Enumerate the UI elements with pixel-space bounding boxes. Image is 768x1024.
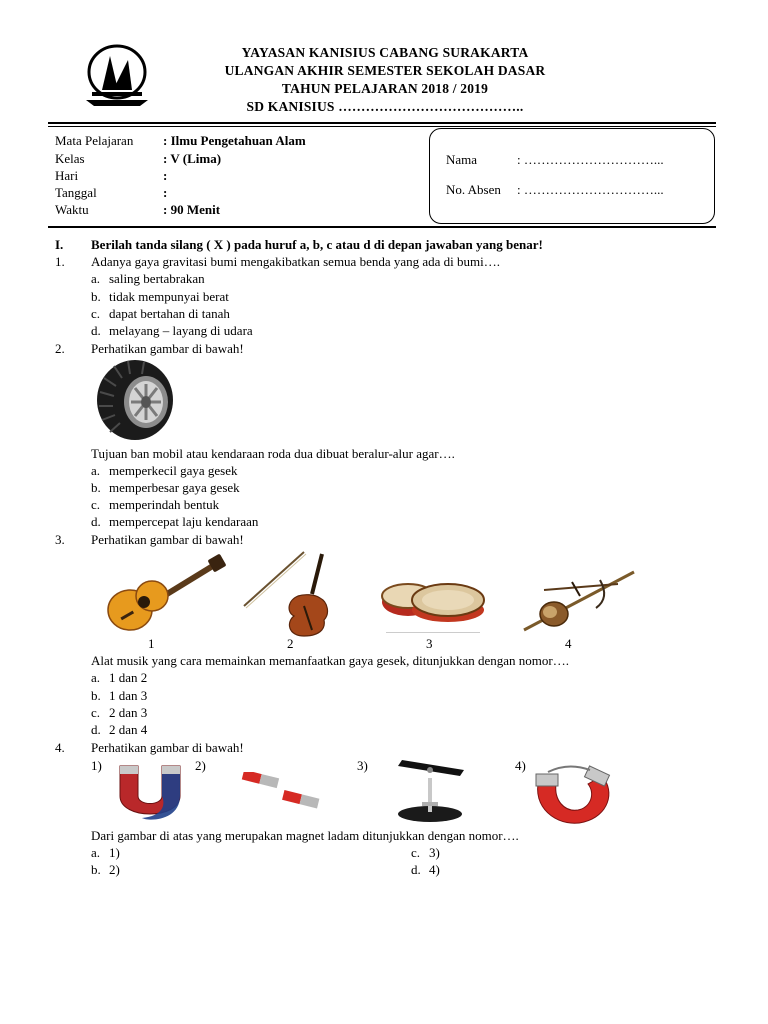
student-identity-box bbox=[429, 128, 715, 224]
date-label: Tanggal bbox=[55, 185, 97, 200]
absen-label: No. Absen bbox=[446, 182, 501, 197]
q4-label-1: 1) bbox=[91, 758, 102, 773]
q4-option-a[interactable]: a. 1) bbox=[91, 845, 120, 860]
drum-image bbox=[378, 560, 490, 638]
q2-option-c[interactable]: c. memperindah bentuk bbox=[91, 497, 220, 512]
q3-text: Perhatikan gambar di bawah! bbox=[91, 532, 244, 547]
q1-text: Adanya gaya gravitasi bumi mengakibatkan semua benda yang ada di bumi…. bbox=[91, 254, 501, 269]
guitar-image bbox=[104, 552, 228, 638]
q3-caption-4: 4 bbox=[565, 636, 572, 651]
q2-question: Tujuan ban mobil atau kendaraan roda dua dibuat beralur-alur agar…. bbox=[91, 446, 455, 461]
q4-number: 4. bbox=[55, 740, 65, 755]
header-rule-top bbox=[48, 122, 716, 124]
q2-text: Perhatikan gambar di bawah! bbox=[91, 341, 244, 356]
time-value: : 90 Menit bbox=[163, 202, 221, 217]
violin-image bbox=[242, 550, 352, 638]
q3-option-c[interactable]: c. 2 dan 3 bbox=[91, 705, 148, 720]
subject-label: Mata Pelajaran bbox=[55, 133, 134, 148]
q1-option-b[interactable]: b. tidak mempunyai berat bbox=[91, 289, 229, 304]
day-label: Hari bbox=[55, 168, 79, 183]
name-field[interactable]: : …………………………... bbox=[517, 152, 664, 167]
date-value: : bbox=[163, 185, 168, 200]
q3-caption-1: 1 bbox=[148, 636, 155, 651]
day-value: : bbox=[163, 168, 168, 183]
class-label: Kelas bbox=[55, 151, 85, 166]
section-instruction: Berilah tanda silang ( X ) pada huruf a, b, c atau d di depan jawaban yang benar! bbox=[91, 237, 543, 252]
compass-needle-image bbox=[384, 756, 474, 826]
q4-option-c[interactable]: c. 3) bbox=[411, 845, 440, 860]
school-year: TAHUN PELAJARAN 2018 / 2019 bbox=[281, 81, 489, 96]
school-name: SD KANISIUS ………………………………….. bbox=[246, 99, 524, 114]
q3-option-a[interactable]: a. 1 dan 2 bbox=[91, 670, 148, 685]
q2-option-b[interactable]: b. memperbesar gaya gesek bbox=[91, 480, 240, 495]
stringed-bowed-instrument-image bbox=[510, 552, 644, 638]
q4-question: Dari gambar di atas yang merupakan magnet ladam ditunjukkan dengan nomor…. bbox=[91, 828, 519, 843]
foundation-title: YAYASAN KANISIUS CABANG SURAKARTA bbox=[241, 45, 529, 60]
time-label: Waktu bbox=[55, 202, 89, 217]
q4-label-2: 2) bbox=[195, 758, 206, 773]
q2-option-a[interactable]: a. memperkecil gaya gesek bbox=[91, 463, 238, 478]
q4-option-d[interactable]: d. 4) bbox=[411, 862, 440, 877]
q3-caption-2: 2 bbox=[287, 636, 294, 651]
q1-option-d[interactable]: d. melayang – layang di udara bbox=[91, 323, 253, 338]
q3-number: 3. bbox=[55, 532, 65, 547]
q1-option-a[interactable]: a. saling bertabrakan bbox=[91, 271, 205, 286]
name-label: Nama bbox=[446, 152, 478, 167]
info-rule bbox=[48, 226, 716, 228]
class-value: : V (Lima) bbox=[163, 151, 222, 166]
section-number: I. bbox=[55, 237, 64, 252]
bar-magnets-image bbox=[236, 772, 332, 812]
school-logo bbox=[80, 42, 154, 110]
q3-option-b[interactable]: b. 1 dan 3 bbox=[91, 688, 148, 703]
subject-value: : Ilmu Pengetahuan Alam bbox=[163, 133, 306, 148]
q4-text: Perhatikan gambar di bawah! bbox=[91, 740, 244, 755]
tire-image bbox=[94, 358, 176, 442]
header-rule-thin bbox=[48, 126, 716, 127]
exam-title: ULANGAN AKHIR SEMESTER SEKOLAH DASAR bbox=[224, 63, 546, 78]
q1-option-c[interactable]: c. dapat bertahan di tanah bbox=[91, 306, 230, 321]
u-magnet-image bbox=[112, 762, 188, 826]
q4-label-4: 4) bbox=[515, 758, 526, 773]
horseshoe-magnet-image bbox=[528, 762, 618, 830]
q3-caption-3: 3 bbox=[426, 636, 433, 651]
q2-option-d[interactable]: d. mempercepat laju kendaraan bbox=[91, 514, 259, 529]
absen-field[interactable]: : …………………………... bbox=[517, 182, 664, 197]
q2-number: 2. bbox=[55, 341, 65, 356]
q4-label-3: 3) bbox=[357, 758, 368, 773]
q1-number: 1. bbox=[55, 254, 65, 269]
q3-question: Alat musik yang cara memainkan memanfaatkan gaya gesek, ditunjukkan dengan nomor…. bbox=[91, 653, 569, 668]
q3-option-d[interactable]: d. 2 dan 4 bbox=[91, 722, 148, 737]
q4-option-b[interactable]: b. 2) bbox=[91, 862, 120, 877]
